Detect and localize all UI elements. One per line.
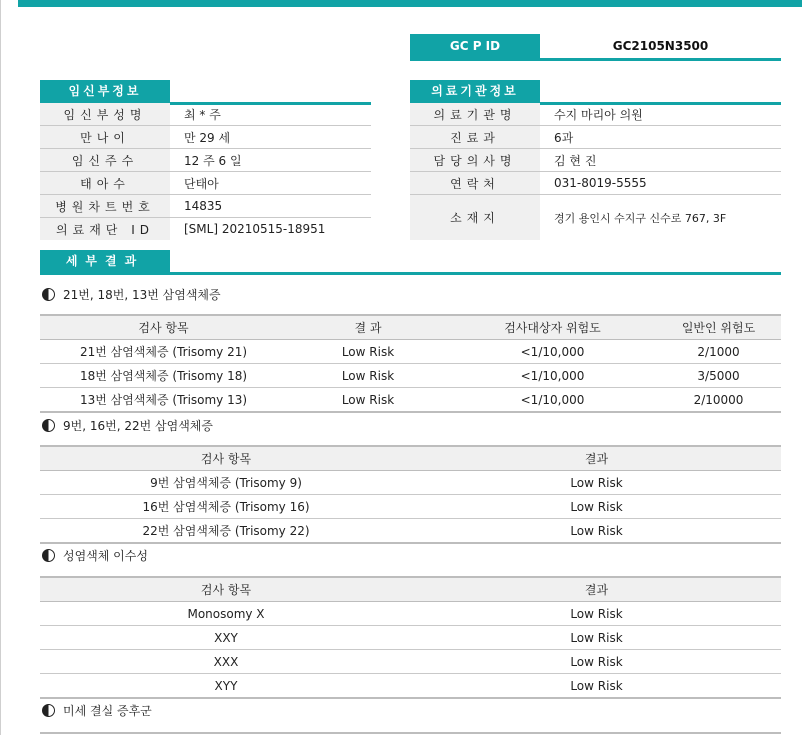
- table-row: [40, 471, 781, 495]
- group4-title: [42, 703, 152, 719]
- table-cell: 9번 삼염색체증 (Trisomy 9): [40, 471, 412, 495]
- group4-table-top-border: [40, 732, 781, 734]
- institution-row: [410, 126, 781, 149]
- table-cell: 2/10000: [656, 388, 781, 413]
- half-circle-bullet-icon: [42, 288, 55, 301]
- table-header-row: [40, 315, 781, 340]
- table-row: [40, 626, 781, 650]
- column-header: 결과: [412, 577, 781, 602]
- table-cell: Low Risk: [412, 626, 781, 650]
- group3-table: [40, 576, 781, 699]
- institution-label: 연락처: [410, 172, 540, 195]
- patient-row: [40, 149, 371, 172]
- institution-value: 031-8019-5555: [540, 172, 781, 195]
- patient-row: [40, 172, 371, 195]
- group1-title: [42, 287, 221, 303]
- column-header: 검사 항목: [40, 446, 412, 471]
- institution-row: [410, 195, 781, 241]
- table-header-row: [40, 577, 781, 602]
- column-header: 검사 항목: [40, 577, 412, 602]
- table-cell: <1/10,000: [449, 388, 656, 413]
- table-cell: 13번 삼염색체증 (Trisomy 13): [40, 388, 287, 413]
- patient-section-header: [40, 80, 371, 105]
- table-row: [40, 602, 781, 626]
- column-header: 검사 항목: [40, 315, 287, 340]
- patient-label: 임신부성명: [40, 103, 170, 126]
- page-left-border: [0, 0, 1, 735]
- group2-title-text: 9번, 16번, 22번 삼염색체증: [63, 419, 213, 433]
- institution-label: 담당의사명: [410, 149, 540, 172]
- patient-label: 태아수: [40, 172, 170, 195]
- patient-value: [SML] 20210515-18951: [184, 222, 326, 236]
- details-section-header: [40, 250, 781, 275]
- table-row: [40, 650, 781, 674]
- table-cell: 21번 삼염색체증 (Trisomy 21): [40, 340, 287, 364]
- institution-value: 김 현 진: [540, 149, 781, 172]
- table-row: [40, 519, 781, 544]
- patient-value: 12 주 6 일: [170, 149, 371, 172]
- institution-value: 6과: [540, 126, 781, 149]
- patient-label: 만나이: [40, 126, 170, 149]
- patient-label: 임신주수: [40, 149, 170, 172]
- table-cell: XYY: [40, 674, 412, 699]
- patient-value: 단태아: [170, 172, 371, 195]
- half-circle-bullet-icon: [42, 419, 55, 432]
- patient-value: 14835: [170, 195, 371, 218]
- table-cell: 2/1000: [656, 340, 781, 364]
- institution-section-header: [410, 80, 781, 105]
- institution-info-table: [410, 103, 781, 240]
- gcp-id-row: [410, 34, 781, 61]
- group3-title-text: 성염색체 이수성: [63, 549, 148, 563]
- table-cell: <1/10,000: [449, 340, 656, 364]
- half-circle-bullet-icon: [42, 704, 55, 717]
- institution-label: 진료과: [410, 126, 540, 149]
- institution-section-title: 의료기관정보: [410, 80, 540, 102]
- table-cell: XXY: [40, 626, 412, 650]
- patient-value: 최 * 주: [170, 103, 371, 126]
- patient-row: [40, 195, 371, 218]
- gcp-id-label: GC P ID: [410, 34, 540, 58]
- group3-title: [42, 548, 148, 564]
- table-row: [40, 340, 781, 364]
- column-header: 일반인 위험도: [656, 315, 781, 340]
- patient-value: 만 29 세: [170, 126, 371, 149]
- gcp-id-value: GC2105N3500: [612, 39, 709, 53]
- table-cell: Low Risk: [412, 495, 781, 519]
- patient-row: [40, 103, 371, 126]
- table-cell: Low Risk: [287, 388, 449, 413]
- table-row: [40, 388, 781, 413]
- table-cell: 16번 삼염색체증 (Trisomy 16): [40, 495, 412, 519]
- table-cell: Low Risk: [412, 674, 781, 699]
- table-cell: Low Risk: [287, 340, 449, 364]
- table-cell: 3/5000: [656, 364, 781, 388]
- patient-label: 의료재단 ID: [40, 218, 170, 241]
- group2-title: [42, 418, 213, 434]
- column-header: 결과: [412, 446, 781, 471]
- table-cell: <1/10,000: [449, 364, 656, 388]
- half-circle-bullet-icon: [42, 549, 55, 562]
- column-header: 결 과: [287, 315, 449, 340]
- patient-row: [40, 126, 371, 149]
- patient-row: [40, 218, 371, 241]
- table-cell: 22번 삼염색체증 (Trisomy 22): [40, 519, 412, 544]
- group2-table: [40, 445, 781, 544]
- table-cell: Low Risk: [412, 519, 781, 544]
- group1-title-text: 21번, 18번, 13번 삼염색체증: [63, 288, 221, 302]
- table-cell: XXX: [40, 650, 412, 674]
- table-row: [40, 364, 781, 388]
- institution-row: [410, 149, 781, 172]
- institution-row: [410, 172, 781, 195]
- patient-label: 병원차트번호: [40, 195, 170, 218]
- table-cell: Low Risk: [412, 602, 781, 626]
- group1-table: [40, 314, 781, 413]
- header-accent-bar: [18, 0, 802, 7]
- patient-info-table: [40, 103, 371, 240]
- patient-section-title: 임신부정보: [40, 80, 170, 102]
- table-row: [40, 674, 781, 699]
- institution-label: 의료기관명: [410, 103, 540, 126]
- institution-value: 수지 마리아 의원: [540, 103, 781, 126]
- table-cell: Low Risk: [412, 471, 781, 495]
- institution-label: 소재지: [410, 195, 540, 241]
- institution-row: [410, 103, 781, 126]
- institution-value: 경기 용인시 수지구 신수로 767, 3F: [554, 211, 727, 225]
- group4-title-text: 미세 결실 증후군: [63, 704, 152, 718]
- table-cell: 18번 삼염색체증 (Trisomy 18): [40, 364, 287, 388]
- column-header: 검사대상자 위험도: [449, 315, 656, 340]
- table-cell: Low Risk: [287, 364, 449, 388]
- table-cell: Low Risk: [412, 650, 781, 674]
- table-row: [40, 495, 781, 519]
- details-section-title: 세부결과: [40, 250, 170, 272]
- table-cell: Monosomy X: [40, 602, 412, 626]
- table-header-row: [40, 446, 781, 471]
